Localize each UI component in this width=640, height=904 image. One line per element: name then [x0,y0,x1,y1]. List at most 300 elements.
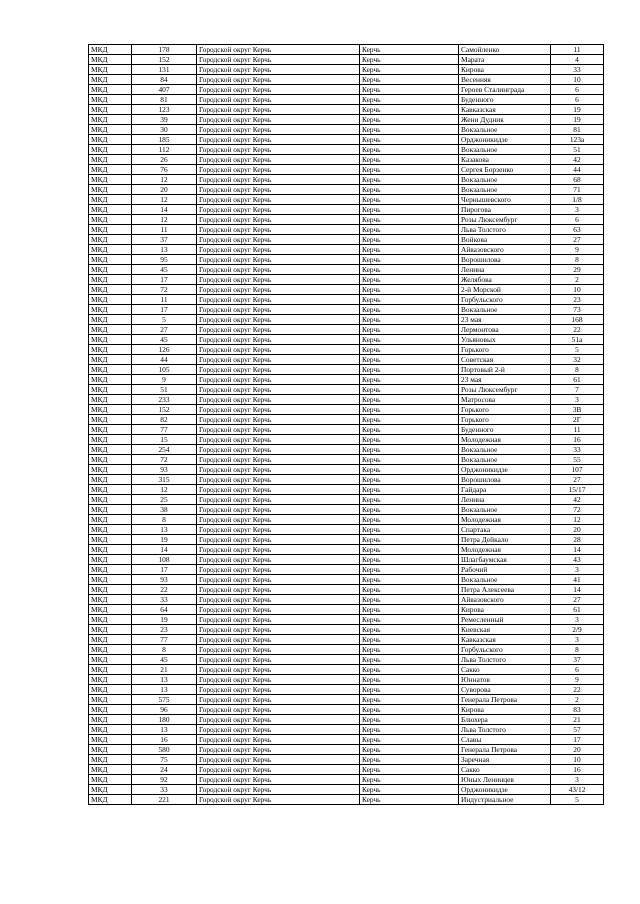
city-cell: Керчь [360,795,459,805]
street-cell: Желябова [459,275,551,285]
house-number-cell: 37 [551,655,604,665]
street-cell: Жени Дудник [459,115,551,125]
city-cell: Керчь [360,245,459,255]
building-type-cell: МКД [89,475,132,485]
street-cell: Рабочий [459,565,551,575]
record-number-cell: 123 [132,105,197,115]
table-row [89,485,604,495]
district-cell: Городской округ Керчь [197,215,360,225]
city-cell: Керчь [360,625,459,635]
house-number-cell: 19 [551,115,604,125]
street-cell: Юных Ленинцев [459,775,551,785]
city-cell: Керчь [360,165,459,175]
table-row [89,135,604,145]
street-cell: Сергея Борзенко [459,165,551,175]
record-number-cell: 75 [132,755,197,765]
city-cell: Керчь [360,345,459,355]
city-cell: Керчь [360,265,459,275]
building-type-cell: МКД [89,345,132,355]
table-row [89,415,604,425]
record-number-cell: 45 [132,655,197,665]
district-cell: Городской округ Керчь [197,105,360,115]
record-number-cell: 26 [132,155,197,165]
district-cell: Городской округ Керчь [197,425,360,435]
street-cell: Блюхера [459,715,551,725]
table-row [89,385,604,395]
street-cell: Петра Дейкало [459,535,551,545]
district-cell: Городской округ Керчь [197,615,360,625]
table-row [89,535,604,545]
record-number-cell: 33 [132,595,197,605]
record-number-cell: 185 [132,135,197,145]
building-type-cell: МКД [89,85,132,95]
city-cell: Керчь [360,65,459,75]
record-number-cell: 19 [132,615,197,625]
house-number-cell: 23 [551,295,604,305]
district-cell: Городской округ Керчь [197,755,360,765]
house-number-cell: 8 [551,645,604,655]
house-number-cell: 21 [551,715,604,725]
city-cell: Керчь [360,735,459,745]
city-cell: Керчь [360,675,459,685]
record-number-cell: 93 [132,575,197,585]
record-number-cell: 17 [132,565,197,575]
table-row [89,445,604,455]
district-cell: Городской округ Керчь [197,705,360,715]
building-type-cell: МКД [89,95,132,105]
record-number-cell: 95 [132,255,197,265]
building-type-cell: МКД [89,755,132,765]
street-cell: Горького [459,345,551,355]
record-number-cell: 254 [132,445,197,455]
table-row [89,695,604,705]
record-number-cell: 13 [132,525,197,535]
city-cell: Керчь [360,515,459,525]
table-row [89,465,604,475]
street-cell: Генерала Петрова [459,745,551,755]
record-number-cell: 19 [132,535,197,545]
district-cell: Городской округ Керчь [197,665,360,675]
building-type-cell: МКД [89,395,132,405]
house-number-cell: 8 [551,255,604,265]
house-number-cell: 16 [551,765,604,775]
building-type-cell: МКД [89,775,132,785]
district-cell: Городской округ Керчь [197,85,360,95]
district-cell: Городской округ Керчь [197,375,360,385]
record-number-cell: 13 [132,685,197,695]
table-row [89,775,604,785]
house-number-cell: 19 [551,105,604,115]
street-cell: Молодежная [459,545,551,555]
street-cell: Горького [459,415,551,425]
house-number-cell: 27 [551,475,604,485]
record-number-cell: 24 [132,765,197,775]
table-row [89,725,604,735]
district-cell: Городской округ Керчь [197,65,360,75]
city-cell: Керчь [360,155,459,165]
city-cell: Керчь [360,605,459,615]
record-number-cell: 27 [132,325,197,335]
city-cell: Керчь [360,185,459,195]
table-row [89,335,604,345]
house-number-cell: 27 [551,235,604,245]
house-number-cell: 16 [551,435,604,445]
city-cell: Керчь [360,105,459,115]
building-type-cell: МКД [89,235,132,245]
house-number-cell: 33 [551,445,604,455]
street-cell: Ворошилова [459,475,551,485]
table-row [89,115,604,125]
table-row [89,745,604,755]
record-number-cell: 77 [132,425,197,435]
city-cell: Керчь [360,45,459,55]
table-row [89,405,604,415]
building-type-cell: МКД [89,785,132,795]
building-type-cell: МКД [89,745,132,755]
table-row [89,645,604,655]
record-number-cell: 407 [132,85,197,95]
building-type-cell: МКД [89,495,132,505]
house-number-cell: 9 [551,675,604,685]
table-row [89,355,604,365]
district-cell: Городской округ Керчь [197,155,360,165]
house-number-cell: 43 [551,555,604,565]
building-type-cell: МКД [89,615,132,625]
building-type-cell: МКД [89,325,132,335]
street-cell: Ленина [459,265,551,275]
record-number-cell: 112 [132,145,197,155]
city-cell: Керчь [360,255,459,265]
record-number-cell: 37 [132,235,197,245]
building-type-cell: МКД [89,405,132,415]
record-number-cell: 12 [132,215,197,225]
building-type-cell: МКД [89,695,132,705]
record-number-cell: 575 [132,695,197,705]
district-cell: Городской округ Керчь [197,135,360,145]
street-cell: Вокзальное [459,505,551,515]
building-type-cell: МКД [89,55,132,65]
street-cell: Гайдара [459,485,551,495]
table-row [89,595,604,605]
city-cell: Керчь [360,445,459,455]
building-type-cell: МКД [89,375,132,385]
record-number-cell: 33 [132,785,197,795]
house-number-cell: 42 [551,155,604,165]
house-number-cell: 43/12 [551,785,604,795]
street-cell: Горбульского [459,645,551,655]
district-cell: Городской округ Керчь [197,735,360,745]
house-number-cell: 22 [551,685,604,695]
district-cell: Городской округ Керчь [197,205,360,215]
district-cell: Городской округ Керчь [197,645,360,655]
house-number-cell: 2 [551,275,604,285]
table-row [89,625,604,635]
building-type-cell: МКД [89,125,132,135]
street-cell: Вокзальное [459,575,551,585]
city-cell: Керчь [360,135,459,145]
city-cell: Керчь [360,455,459,465]
district-cell: Городской округ Керчь [197,415,360,425]
table-row [89,545,604,555]
table-row [89,565,604,575]
street-cell: Розы Люксембург [459,215,551,225]
street-cell: Казакова [459,155,551,165]
record-number-cell: 9 [132,375,197,385]
house-number-cell: 22 [551,325,604,335]
record-number-cell: 14 [132,545,197,555]
building-type-cell: МКД [89,535,132,545]
record-number-cell: 16 [132,735,197,745]
record-number-cell: 21 [132,665,197,675]
district-cell: Городской округ Керчь [197,525,360,535]
city-cell: Керчь [360,565,459,575]
street-cell: Петра Алексеева [459,585,551,595]
city-cell: Керчь [360,465,459,475]
table-row [89,55,604,65]
street-cell: Чернышевского [459,195,551,205]
district-cell: Городской округ Керчь [197,455,360,465]
record-number-cell: 93 [132,465,197,475]
city-cell: Керчь [360,295,459,305]
table-row [89,285,604,295]
street-cell: Льва Толстого [459,655,551,665]
district-cell: Городской округ Керчь [197,365,360,375]
record-number-cell: 81 [132,95,197,105]
district-cell: Городской округ Керчь [197,265,360,275]
house-number-cell: 20 [551,525,604,535]
building-type-cell: МКД [89,195,132,205]
building-type-cell: МКД [89,185,132,195]
building-type-cell: МКД [89,75,132,85]
street-cell: Орджоникидзе [459,785,551,795]
record-number-cell: 20 [132,185,197,195]
building-type-cell: МКД [89,655,132,665]
house-number-cell: 3 [551,635,604,645]
house-number-cell: 5 [551,345,604,355]
city-cell: Керчь [360,365,459,375]
street-cell: Молодежная [459,435,551,445]
building-type-cell: МКД [89,315,132,325]
table-row [89,735,604,745]
record-number-cell: 180 [132,715,197,725]
table-row [89,785,604,795]
city-cell: Керчь [360,595,459,605]
street-cell: Суворова [459,685,551,695]
house-number-cell: 3 [551,205,604,215]
table-row [89,295,604,305]
table-row [89,755,604,765]
record-number-cell: 13 [132,675,197,685]
city-cell: Керчь [360,495,459,505]
table-row [89,685,604,695]
city-cell: Керчь [360,145,459,155]
street-cell: 23 мая [459,375,551,385]
city-cell: Керчь [360,115,459,125]
city-cell: Керчь [360,95,459,105]
city-cell: Керчь [360,775,459,785]
street-cell: Портовый 2-й [459,365,551,375]
building-type-cell: МКД [89,505,132,515]
house-number-cell: 9 [551,245,604,255]
city-cell: Керчь [360,655,459,665]
record-number-cell: 17 [132,275,197,285]
record-number-cell: 17 [132,305,197,315]
city-cell: Керчь [360,55,459,65]
district-cell: Городской округ Керчь [197,555,360,565]
street-cell: Орджоникидзе [459,465,551,475]
city-cell: Керчь [360,375,459,385]
house-number-cell: 20 [551,745,604,755]
record-number-cell: 221 [132,795,197,805]
city-cell: Керчь [360,585,459,595]
district-cell: Городской округ Керчь [197,565,360,575]
house-number-cell: 10 [551,75,604,85]
house-number-cell: 73 [551,305,604,315]
district-cell: Городской округ Керчь [197,575,360,585]
record-number-cell: 76 [132,165,197,175]
district-cell: Городской округ Керчь [197,605,360,615]
city-cell: Керчь [360,175,459,185]
building-type-cell: МКД [89,255,132,265]
street-cell: Горбульского [459,295,551,305]
table-row [89,155,604,165]
building-type-cell: МКД [89,45,132,55]
building-type-cell: МКД [89,595,132,605]
street-cell: Буденного [459,425,551,435]
house-number-cell: 15/17 [551,485,604,495]
housing-registry-table [88,44,604,805]
district-cell: Городской округ Керчь [197,675,360,685]
building-type-cell: МКД [89,445,132,455]
city-cell: Керчь [360,525,459,535]
district-cell: Городской округ Керчь [197,345,360,355]
street-cell: Вокзальное [459,185,551,195]
table-row [89,505,604,515]
record-number-cell: 30 [132,125,197,135]
house-number-cell: 41 [551,575,604,585]
building-type-cell: МКД [89,565,132,575]
record-number-cell: 45 [132,335,197,345]
house-number-cell: 6 [551,85,604,95]
street-cell: Горького [459,405,551,415]
building-type-cell: МКД [89,765,132,775]
building-type-cell: МКД [89,735,132,745]
record-number-cell: 233 [132,395,197,405]
street-cell: Марата [459,55,551,65]
record-number-cell: 84 [132,75,197,85]
house-number-cell: 3 [551,615,604,625]
city-cell: Керчь [360,505,459,515]
table-row [89,215,604,225]
district-cell: Городской округ Керчь [197,475,360,485]
district-cell: Городской округ Керчь [197,355,360,365]
building-type-cell: МКД [89,585,132,595]
district-cell: Городской округ Керчь [197,695,360,705]
table-row [89,675,604,685]
city-cell: Керчь [360,765,459,775]
building-type-cell: МКД [89,65,132,75]
record-number-cell: 38 [132,505,197,515]
city-cell: Керчь [360,75,459,85]
record-number-cell: 152 [132,405,197,415]
table-row [89,795,604,805]
building-type-cell: МКД [89,145,132,155]
district-cell: Городской округ Керчь [197,295,360,305]
street-cell: Вокзальное [459,445,551,455]
record-number-cell: 45 [132,265,197,275]
record-number-cell: 72 [132,455,197,465]
street-cell: Весенняя [459,75,551,85]
street-cell: Шлагбаумская [459,555,551,565]
street-cell: Вокзальное [459,125,551,135]
record-number-cell: 108 [132,555,197,565]
table-row [89,705,604,715]
district-cell: Городской округ Керчь [197,165,360,175]
street-cell: Войкова [459,235,551,245]
table-row [89,95,604,105]
building-type-cell: МКД [89,625,132,635]
street-cell: 23 мая [459,315,551,325]
building-type-cell: МКД [89,705,132,715]
record-number-cell: 96 [132,705,197,715]
building-type-cell: МКД [89,205,132,215]
district-cell: Городской округ Керчь [197,395,360,405]
house-number-cell: 8 [551,365,604,375]
district-cell: Городской округ Керчь [197,335,360,345]
table-row [89,235,604,245]
building-type-cell: МКД [89,175,132,185]
district-cell: Городской округ Керчь [197,405,360,415]
street-cell: Орджоникидзе [459,135,551,145]
district-cell: Городской округ Керчь [197,465,360,475]
city-cell: Керчь [360,415,459,425]
house-number-cell: 2Г [551,415,604,425]
street-cell: Вокзальное [459,455,551,465]
table-row [89,165,604,175]
house-number-cell: 32 [551,355,604,365]
district-cell: Городской округ Керчь [197,245,360,255]
building-type-cell: МКД [89,485,132,495]
street-cell: Ленина [459,495,551,505]
house-number-cell: 42 [551,495,604,505]
district-cell: Городской округ Керчь [197,385,360,395]
street-cell: Молодежная [459,515,551,525]
district-cell: Городской округ Керчь [197,185,360,195]
city-cell: Керчь [360,305,459,315]
record-number-cell: 25 [132,495,197,505]
house-number-cell: 57 [551,725,604,735]
house-number-cell: 3 [551,395,604,405]
city-cell: Керчь [360,475,459,485]
building-type-cell: МКД [89,675,132,685]
district-cell: Городской округ Керчь [197,505,360,515]
house-number-cell: 12 [551,515,604,525]
district-cell: Городской округ Керчь [197,145,360,155]
house-number-cell: 7 [551,385,604,395]
district-cell: Городской округ Керчь [197,655,360,665]
table-row [89,45,604,55]
table-row [89,265,604,275]
district-cell: Городской округ Керчь [197,55,360,65]
building-type-cell: МКД [89,795,132,805]
city-cell: Керчь [360,545,459,555]
street-cell: Кавказская [459,635,551,645]
table-row [89,205,604,215]
record-number-cell: 64 [132,605,197,615]
district-cell: Городской округ Керчь [197,275,360,285]
building-type-cell: МКД [89,635,132,645]
street-cell: Кирова [459,65,551,75]
